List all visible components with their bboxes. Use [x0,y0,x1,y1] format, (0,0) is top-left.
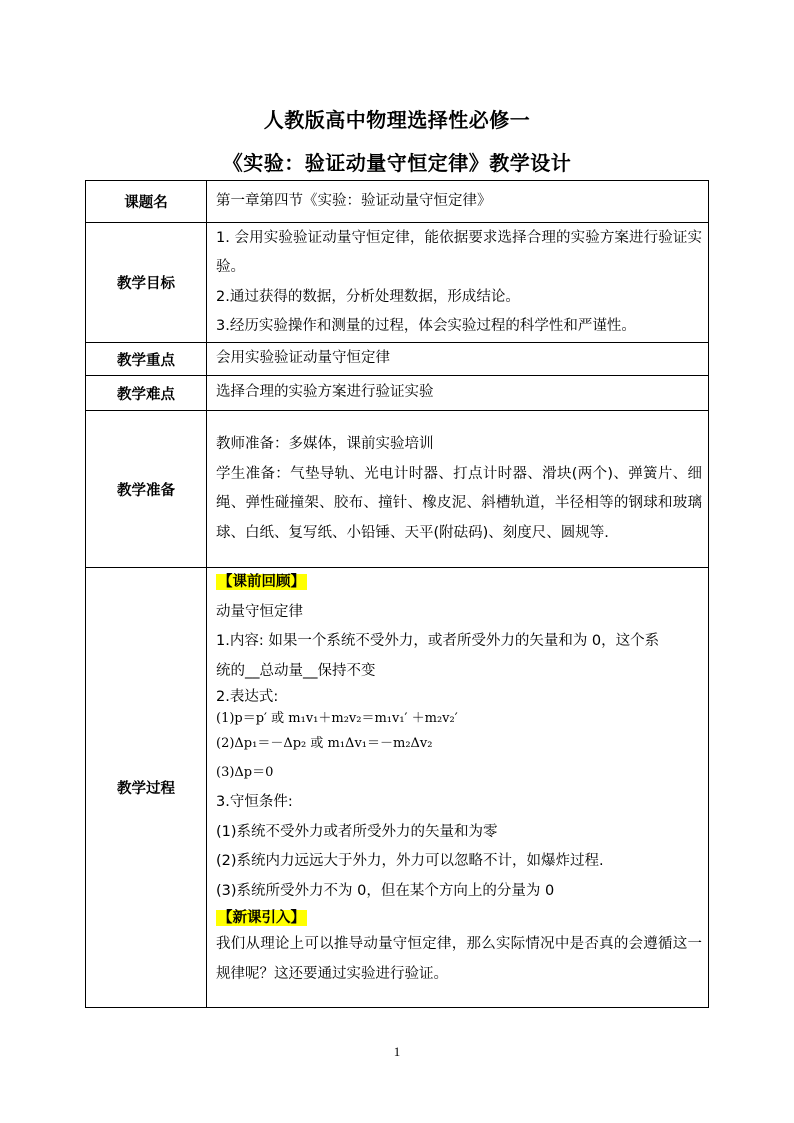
row-label-prep: 教学准备 [86,411,207,568]
formula-line: (1)p＝p′ 或 m₁v₁＋m₂v₂＝m₁v₁′ ＋m₂v₂′ [216,711,458,726]
document-subtitle: 《实验：验证动量守恒定律》教学设计 [222,151,572,175]
row-label-difficulty: 教学难点 [86,376,207,411]
goal-item: 1. 会用实验验证动量守恒定律，能依据要求选择合理的实验方案进行验证实验。 [216,229,702,275]
row-label-process: 教学过程 [86,568,207,1008]
row-label-key: 教学重点 [86,343,207,376]
row-label-goals: 教学目标 [86,223,207,343]
table-row-goals [86,223,709,343]
topic-value: 第一章第四节《实验：验证动量守恒定律》 [216,192,492,209]
review-heading-label: 【课前回顾】 [218,574,305,590]
intro-heading [216,906,702,930]
table-row-prep [86,411,709,568]
content-line: 1.内容: 如果一个系统不受外力，或者所受外力的矢量和为 0，这个系 [216,633,660,649]
goal-item: 2.通过获得的数据，分析处理数据，形成结论。 [216,288,520,305]
table-row-process [86,568,709,1008]
intro-text: 我们从理论上可以推导动量守恒定律，那么实际情况中是否真的会遵循这一规律呢？这还要通过实验进行验证。 [216,936,702,982]
condition-item: (1)系统不受外力或者所受外力的矢量和为零 [216,823,498,840]
document-title: 人教版高中物理选择性必修一 [263,108,531,132]
condition-heading: 3.守恒条件: [216,794,293,810]
difficulty-value: 选择合理的实验方案进行验证实验 [216,384,434,401]
row-label-topic: 课题名 [86,181,207,223]
condition-item: (3)系统所受外力不为 0，但在某个方向上的分量为 0 [216,882,555,899]
teacher-prep: 教师准备：多媒体，课前实验培训 [216,436,434,452]
table-row-topic [86,181,709,223]
expression-heading: 2.表达式: [216,689,279,705]
condition-item: (2)系统内力远远大于外力，外力可以忽略不计，如爆炸过程. [216,853,604,869]
process-content [207,568,709,1008]
table-row-key [86,343,709,376]
student-prep: 学生准备：气垫导轨、光电计时器、打点计时器、滑块(两个)、弹簧片、细绳、弹性碰撞架、胶布、撞针、橡皮泥、斜槽轨道，半径相等的钢球和玻璃球、白纸、复写纸、小铅锤、天平(附砝码)、刻度尺、圆规等. [216,465,702,541]
subject-line: 动量守恒定律 [216,603,303,620]
formula-line: (3)Δp＝0 [216,765,274,780]
page-number: 1 [393,1044,401,1059]
review-heading [216,568,702,598]
key-value: 会用实验验证动量守恒定律 [216,350,390,367]
goal-item: 3.经历实验操作和测量的过程，体会实验过程的科学性和严谨性。 [216,318,636,334]
goals-content [207,223,709,343]
formula-line: (2)Δp₁＝－Δp₂ 或 m₁Δv₁＝－m₂Δv₂ [216,736,433,751]
difficulty-text [207,376,709,411]
topic-text [207,181,709,223]
table-row-difficulty [86,376,709,411]
lesson-plan-table [85,180,709,1008]
prep-content [207,411,709,568]
content-line: 统的__总动量__保持不变 [216,662,376,679]
key-text [207,343,709,376]
intro-heading-label: 【新课引入】 [218,910,305,926]
